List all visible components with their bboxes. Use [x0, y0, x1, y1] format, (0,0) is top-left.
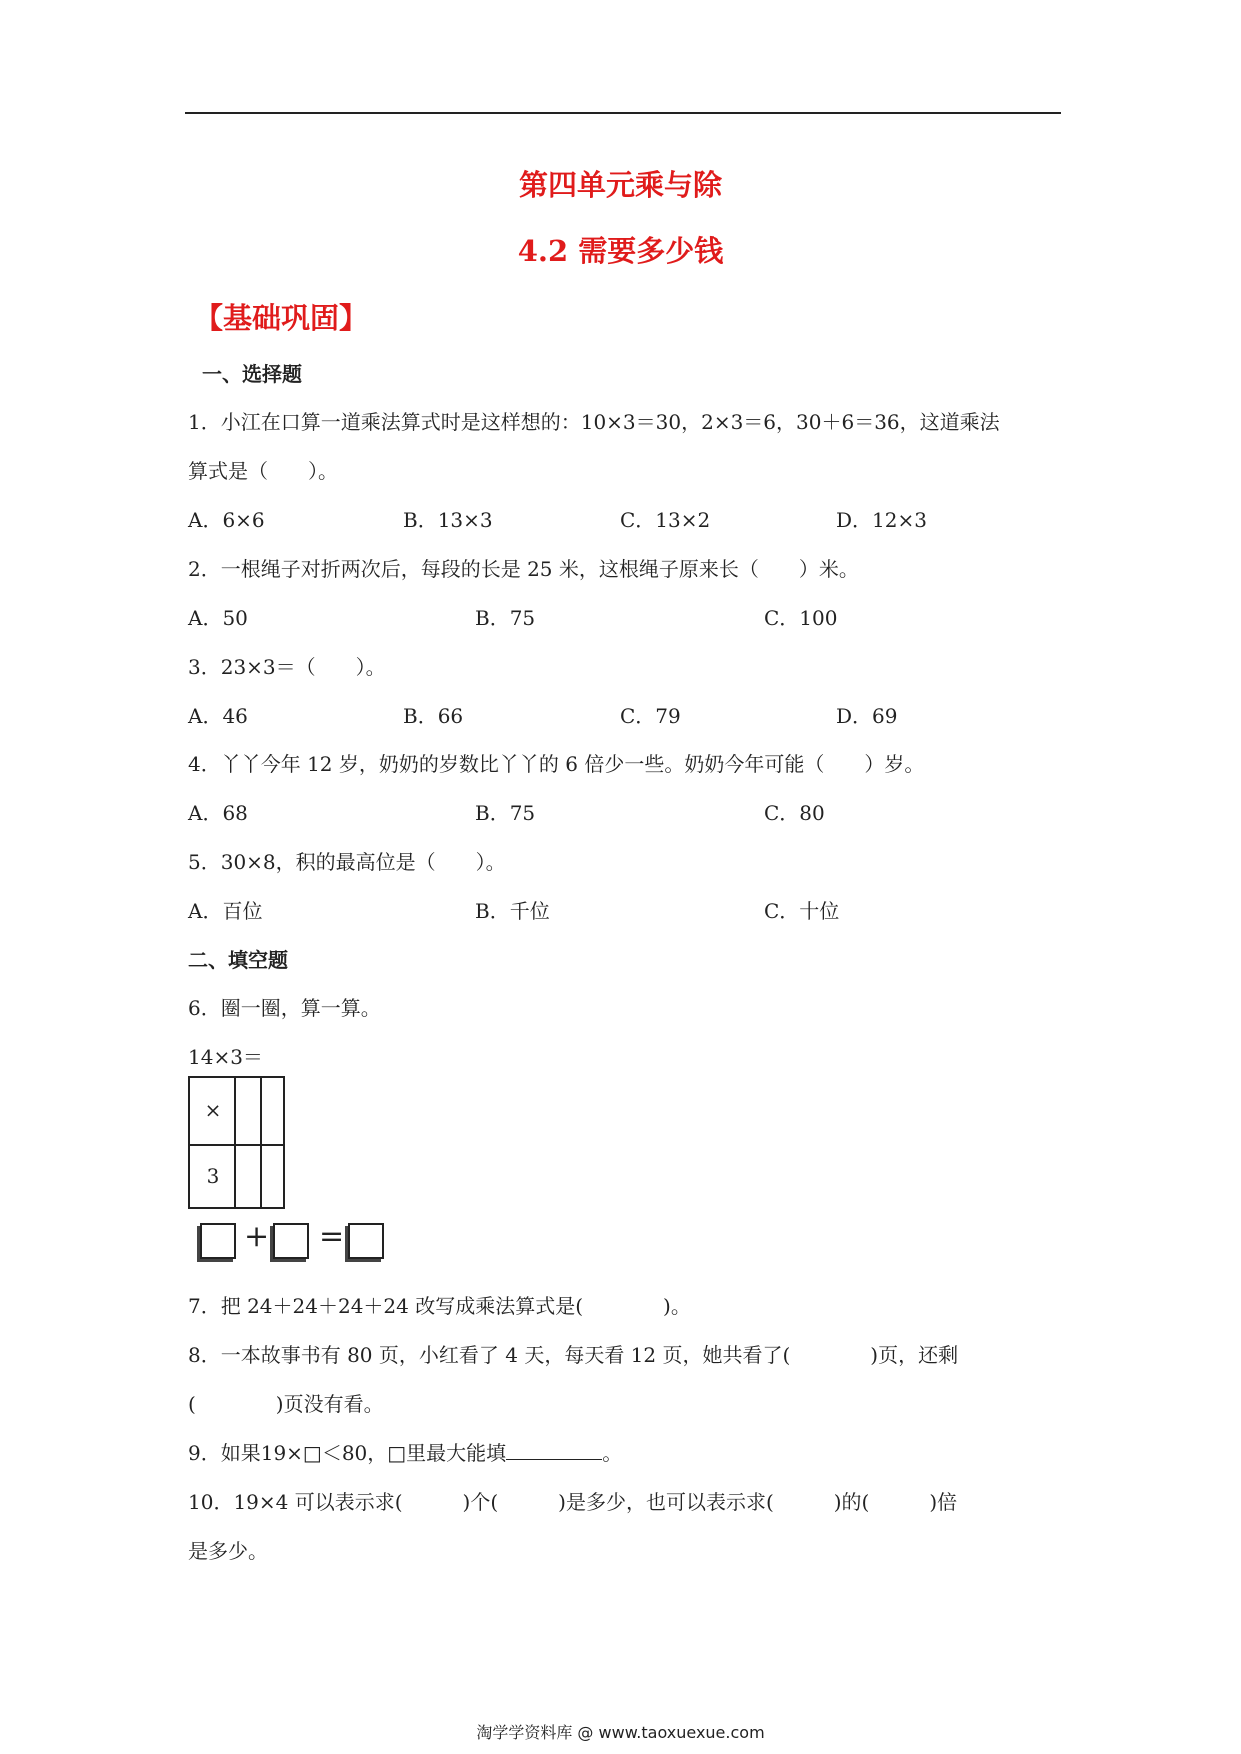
- answer-box[interactable]: [273, 1223, 309, 1259]
- q9-prefix: 9．如果19×□＜80，□里最大能填: [188, 1441, 507, 1465]
- q1-option-a: A．6×6: [188, 508, 265, 532]
- q4-option-c: C．80: [764, 801, 825, 825]
- grid-multiplier: 3: [206, 1164, 220, 1188]
- equals-sign: =: [319, 1219, 345, 1254]
- q6-expression: 14×3＝: [188, 1045, 263, 1069]
- q1-option-d: D．12×3: [836, 508, 927, 532]
- q9-suffix: 。: [602, 1441, 623, 1465]
- section-label: 【基础巩固】: [194, 301, 369, 335]
- grid-times-sign: ×: [204, 1098, 222, 1122]
- q3-text: 3．23×3＝（ ）。: [188, 655, 386, 679]
- unit-title: 第四单元乘与除: [518, 168, 722, 202]
- grid-vertical-line: [260, 1078, 262, 1207]
- q8-line2: ( )页没有看。: [188, 1392, 384, 1416]
- q3-option-c: C．79: [620, 704, 681, 728]
- q9-line: [188, 1437, 622, 1466]
- q2-option-c: C．100: [764, 606, 838, 630]
- q5-text: 5．30×8，积的最高位是（ ）。: [188, 850, 506, 874]
- q1-option-b: B．13×3: [403, 508, 493, 532]
- q10-line1: 10．19×4 可以表示求( )个( )是多少，也可以表示求( )的( )倍: [188, 1490, 958, 1514]
- part2-heading: 二、填空题: [188, 948, 288, 972]
- q6-text: 6．圈一圈，算一算。: [188, 996, 381, 1020]
- q9-answer-blank[interactable]: [506, 1441, 602, 1460]
- q7-text: 7．把 24＋24＋24＋24 改写成乘法算式是( )。: [188, 1294, 691, 1318]
- q5-option-b: B．千位: [475, 899, 550, 923]
- answer-box[interactable]: [348, 1223, 384, 1259]
- q2-option-a: A．50: [188, 606, 248, 630]
- q5-option-a: A．百位: [188, 899, 263, 923]
- q3-option-b: B．66: [403, 704, 464, 728]
- q4-option-a: A．68: [188, 801, 248, 825]
- header-rule: [185, 112, 1061, 114]
- q10-line2: 是多少。: [188, 1539, 268, 1563]
- q1-line2: 算式是（ ）。: [188, 459, 338, 483]
- q8-line1: 8．一本故事书有 80 页，小红看了 4 天，每天看 12 页，她共看了( )页，还剩: [188, 1343, 959, 1367]
- plus-sign: +: [244, 1219, 270, 1254]
- q5-option-c: C．十位: [764, 899, 840, 923]
- q4-option-b: B．75: [475, 801, 536, 825]
- q3-option-d: D．69: [836, 704, 898, 728]
- q2-option-b: B．75: [475, 606, 536, 630]
- q6-multiplication-grid: [188, 1076, 285, 1209]
- footer-watermark: 淘学学资料库 @ www.taoxuexue.com: [476, 1723, 765, 1742]
- q3-option-a: A．46: [188, 704, 248, 728]
- q4-text: 4．丫丫今年 12 岁，奶奶的岁数比丫丫的 6 倍少一些。奶奶今年可能（ ）岁。: [188, 752, 925, 776]
- answer-box[interactable]: [200, 1223, 236, 1259]
- q1-option-c: C．13×2: [620, 508, 711, 532]
- part1-heading: 一、选择题: [202, 362, 302, 386]
- q1-line1: 1．小江在口算一道乘法算式时是这样想的：10×3＝30，2×3＝6，30＋6＝36，这道乘法: [188, 410, 1000, 434]
- q2-text: 2．一根绳子对折两次后，每段的长是 25 米，这根绳子原来长（ ）米。: [188, 557, 859, 581]
- grid-horizontal-line: [190, 1144, 283, 1146]
- lesson-title: 4.2 需要多少钱: [517, 234, 724, 268]
